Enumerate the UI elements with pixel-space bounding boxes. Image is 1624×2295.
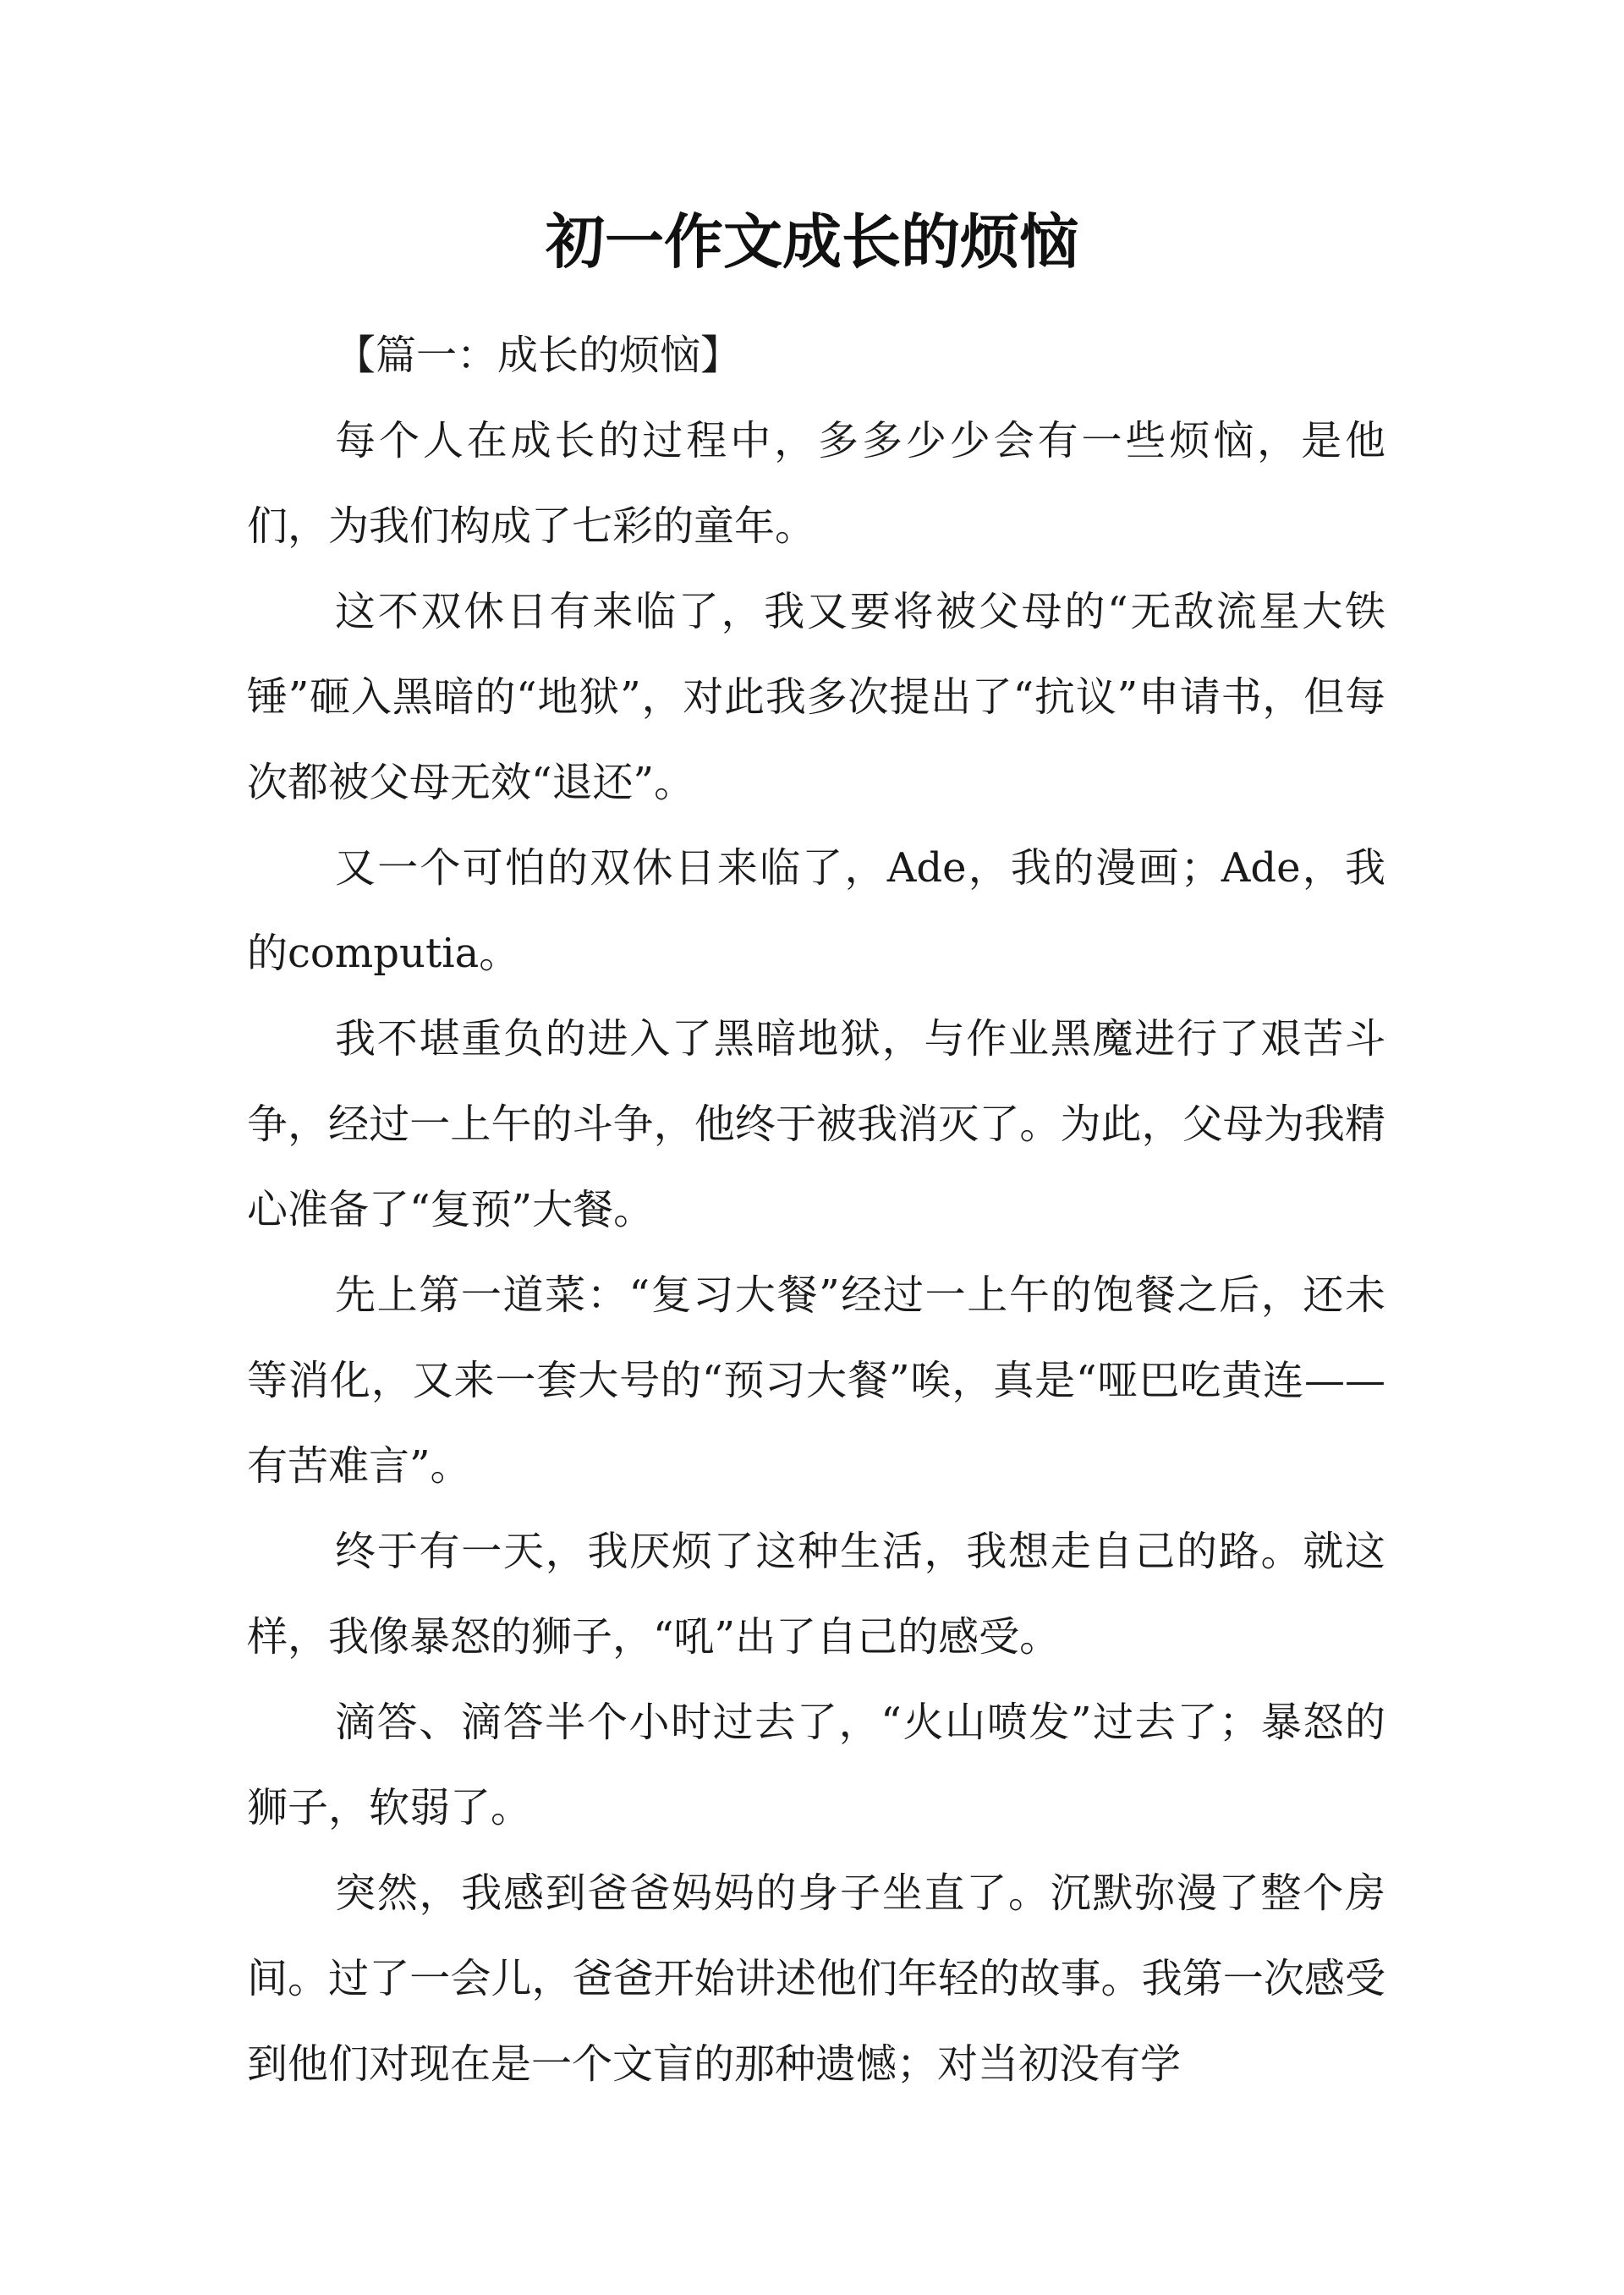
paragraph: 滴答、滴答半个小时过去了，“火山喷发”过去了；暴怒的狮子，软弱了。	[247, 1699, 1385, 1831]
paragraph: 突然，我感到爸爸妈妈的身子坐直了。沉默弥漫了整个房间。过了一会儿，爸爸开始讲述他们年轻的故事。我第一次感受到他们对现在是一个文盲的那种遗憾；对当初没有学	[247, 1869, 1385, 2088]
paragraph: 我不堪重负的进入了黑暗地狱，与作业黑魔进行了艰苦斗争，经过一上午的斗争，他终于被我消灭了。为此，父母为我精心准备了“复预”大餐。	[247, 1015, 1385, 1233]
paragraph: 每个人在成长的过程中，多多少少会有一些烦恼，是他们，为我们构成了七彩的童年。	[247, 417, 1385, 550]
document-title: 初一作文成长的烦恼	[546, 207, 1078, 277]
paragraph: 这不双休日有来临了，我又要将被父母的“无敌流星大铁锤”砸入黑暗的“地狱”，对此我多次提出了“抗议”申请书，但每次都被父母无效“退还”。	[247, 588, 1385, 806]
paragraph: 终于有一天，我厌烦了这种生活，我想走自己的路。就这样，我像暴怒的狮子，“吼”出了自己的感受。	[247, 1528, 1385, 1661]
document-body	[247, 313, 1385, 2107]
paragraph: 又一个可怕的双休日来临了，Ade，我的漫画；Ade，我的computia。	[247, 844, 1385, 977]
section-heading: 【篇一：成长的烦恼】	[335, 332, 742, 379]
paragraph: 先上第一道菜：“复习大餐”经过一上午的饱餐之后，还未等消化，又来一套大号的“预习大餐”唉，真是“哑巴吃黄连——有苦难言”。	[247, 1271, 1385, 1490]
